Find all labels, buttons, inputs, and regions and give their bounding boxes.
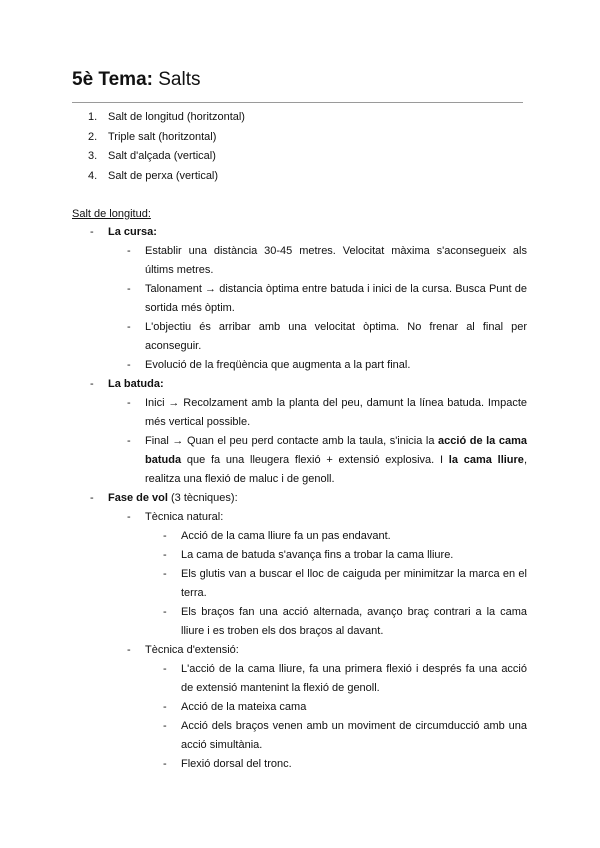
cursa-point: Evolució de la freqüència que augmenta a la part final. xyxy=(145,359,411,371)
bullet-dash: - xyxy=(127,283,131,295)
batuda-heading: La batuda: xyxy=(108,378,164,390)
cursa-point: Talonament → distancia òptima entre batuda i inici de la cursa. Busca Punt de sortida més òptim. xyxy=(145,283,527,314)
bullet-dash: - xyxy=(163,530,167,542)
bullet-dash: - xyxy=(90,226,94,238)
vol-heading: Fase de vol (3 tècniques): xyxy=(108,492,238,504)
extensio-point: Acció dels braços venen amb un moviment de circumducció amb una acció simultània. xyxy=(181,720,527,751)
natural-point: La cama de batuda s'avança fins a trobar la cama lliure. xyxy=(181,549,454,561)
bullet-dash: - xyxy=(127,397,131,409)
bullet-dash: - xyxy=(163,720,167,732)
extensio-point: Acció de la mateixa cama xyxy=(181,701,307,713)
extensio-point: L'acció de la cama lliure, fa una primera flexió i després fa una acció de extensió mantenint la flexió de genoll. xyxy=(181,663,527,694)
natural-point: Els glutis van a buscar el lloc de caiguda per minimitzar la marca en el terra. xyxy=(181,568,527,599)
bullet-dash: - xyxy=(163,758,167,770)
title-divider xyxy=(72,102,523,103)
batuda-inici: Inici → Recolzament amb la planta del peu, damunt la línea batuda. Impacte més vertical possible. xyxy=(145,397,527,428)
batuda-final: Final → Quan el peu perd contacte amb la taula, s'inicia la acció de la cama batuda que fa una lleugera flexió + extensió explosiva. I la cama lliure, realitza una flexió de maluc i de genoll. xyxy=(145,435,527,485)
cursa-point: Establir una distància 30-45 metres. Velocitat màxima s'aconsegueix als últims metres. xyxy=(145,245,527,276)
bullet-dash: - xyxy=(127,359,131,371)
bullet-dash: - xyxy=(163,663,167,675)
page-title xyxy=(72,68,201,92)
document-page: 5è Tema: Salts 1. Salt de longitud (horitzontal) 2. Triple salt (horitzontal) 3. Salt d'alçada (vertical) 4. Salt de perxa (vertical) Salt de longitud: - La cursa: - Establir una distància 30-45 metres. Velocitat màxima s'aconsegueix als últims metres. - Talonament → distancia òptima entre batuda i inici de la cursa. Busca Punt de sortida més òptim. - L'objectiu és arribar amb una velocitat òptima. No frenar al final per aconseguir. - Evolució de la freqüència que augmenta a la part final. - La batuda: - Inici → Recolzament amb la planta del peu, damunt la línea batuda. Impacte més vertical possible. - Final → Quan el peu perd contacte amb la taula, s'inicia la acció de la cama batuda que fa una lleugera flexió + extensió explosiva. I la cama lliure, realitza una flexió de maluc i de genoll. - Fase de vol (3 tècniques): - Tècnica natural: - Acció de la cama lliure fa un pas endavant. - La cama de batuda s'avança fins a trobar la cama lliure. - Els glutis van a buscar el lloc de caiguda per minimitzar la marca en el terra. - Els braços fan una acció alternada, avanço braç contrari a la cama lliure i es troben els dos braços al davant. - Tècnica d'extensió: - L'acció de la cama lliure, fa una primera flexió i després fa una acció de extensió mantenint la flexió de genoll. - Acció de la mateixa cama - Acció dels braços venen amb un moviment de circumducció amb una acció simultània. - Flexió dorsal del tronc. xyxy=(0,0,600,848)
bullet-dash: - xyxy=(163,606,167,618)
cursa-point: L'objectiu és arribar amb una velocitat òptima. No frenar al final per aconseguir. xyxy=(145,321,527,352)
bullet-dash: - xyxy=(163,568,167,580)
natural-point: Els braços fan una acció alternada, avanço braç contrari a la cama lliure i es troben els dos braços al davant. xyxy=(181,606,527,637)
bullet-dash: - xyxy=(127,435,131,447)
bullet-dash: - xyxy=(163,701,167,713)
bullet-dash: - xyxy=(90,378,94,390)
extensio-point: Flexió dorsal del tronc. xyxy=(181,758,292,770)
natural-label: Tècnica natural: xyxy=(145,511,224,523)
extensio-label: Tècnica d'extensió: xyxy=(145,644,239,656)
section-heading: Salt de longitud: xyxy=(72,208,151,220)
bullet-dash: - xyxy=(127,321,131,333)
bullet-dash: - xyxy=(127,644,131,656)
bullet-dash: - xyxy=(127,245,131,257)
natural-point: Acció de la cama lliure fa un pas endavant. xyxy=(181,530,391,542)
cursa-heading: La cursa: xyxy=(108,226,157,238)
title-number: 5è Tema: xyxy=(72,69,153,90)
bullet-dash: - xyxy=(90,492,94,504)
bullet-dash: - xyxy=(163,549,167,561)
title-name: Salts xyxy=(158,69,201,90)
bullet-dash: - xyxy=(127,511,131,523)
